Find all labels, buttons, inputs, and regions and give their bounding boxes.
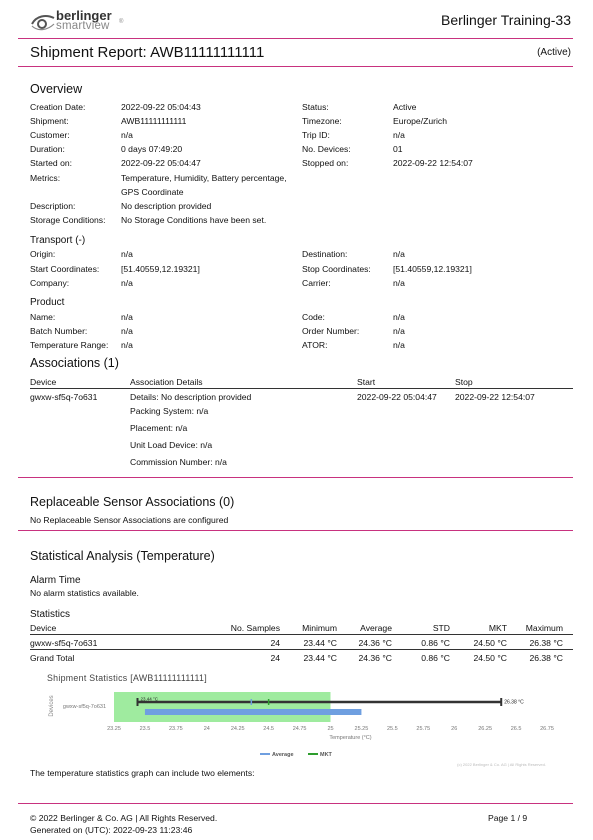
overview-value: 01 [393,144,403,154]
account-name: Berlinger Training-33 [441,12,571,28]
overview-label: Stopped on: [302,158,349,168]
product-value: n/a [393,326,405,336]
stats-cell: 23.44 °C [303,653,337,663]
transport-label: Start Coordinates: [30,263,100,274]
transport-label: Origin: [30,249,56,259]
assoc-stop: 2022-09-22 12:54:07 [455,392,535,402]
statistics-note: The temperature statistics graph can include two elements: [30,768,255,778]
stats-col-header: No. Samples [230,623,280,633]
assoc-header-rule [30,388,573,389]
x-tick-label: 24.25 [230,726,245,732]
assoc-col-start: Start [357,377,376,387]
footer-copyright: © 2022 Berlinger & Co. AG | All Rights Reserved. [30,813,218,823]
x-tick-label: 26 [451,726,458,732]
x-axis-label: Temperature (°C) [329,735,372,741]
stats-cell: 24.50 °C [473,653,507,663]
overview-label: No. Devices: [302,144,351,154]
product-value: n/a [121,326,133,336]
associations-divider [18,477,573,478]
product-label: ATOR: [302,340,328,350]
overview-value: Active [393,102,417,112]
x-tick-label: 25.5 [386,726,398,732]
logo [30,6,150,36]
title-divider [18,66,573,67]
associations-heading: Associations (1) [30,356,119,370]
stats-cell: 24 [270,638,280,648]
overview-value: No description provided [121,201,212,211]
assoc-detail-line: Unit Load Device: n/a [130,440,213,450]
overview-value: 2022-09-22 12:54:07 [393,158,473,168]
product-value: n/a [393,340,405,350]
stats-header-rule [30,634,573,635]
assoc-col-device: Device [30,377,57,387]
x-tick-label: 26.75 [540,726,554,732]
transport-value: n/a [121,278,133,288]
overview-label: Started on: [30,158,73,168]
footer-divider [18,803,573,804]
footer-page: Page 1 / 9 [488,813,528,823]
transport-value: n/a [393,249,405,259]
assoc-start: 2022-09-22 05:04:47 [357,392,437,402]
footer-generated: Generated on (UTC): 2022-09-23 11:23:46 [30,825,193,835]
product-value: n/a [121,312,133,322]
range-max-label: 26.38 °C [504,699,524,706]
chart-title: Shipment Statistics [AWB11111111111] [47,673,207,683]
assoc-detail-line: Packing System: n/a [130,406,209,416]
product-label: Code: [302,312,325,322]
product-heading: Product [30,297,65,308]
overview-value: Europe/Zurich [393,116,447,126]
stats-cell: 26.38 °C [529,638,563,648]
stats-cell: 26.38 °C [529,653,563,663]
alarm-heading: Alarm Time [30,575,81,586]
overview-label: Customer: [30,130,70,140]
overview-label: Metrics: [30,173,61,183]
transport-value: [51.40559,12.19321] [121,263,200,274]
overview-label: Storage Conditions: [30,215,106,225]
x-tick-label: 23.5 [139,726,151,732]
transport-label: Stop Coordinates: [302,263,371,274]
stats-row-rule [30,649,573,650]
report-title: Shipment Report: AWB11111111111 [30,44,265,61]
transport-heading: Transport (-) [30,235,86,246]
logo-swoosh-icon [30,12,56,32]
legend-mkt-label: MKT [320,752,332,758]
x-tick-label: 26.5 [510,726,522,732]
overview-value: n/a [393,130,405,140]
x-tick-label: 25 [327,726,334,732]
overview-heading: Overview [30,82,83,96]
stats-col-header: Minimum [302,623,337,633]
overview-value: Temperature, Humidity, Battery percentage, [121,173,287,183]
overview-value-line2: GPS Coordinate [121,187,184,197]
stats-col-header: Average [360,623,392,633]
overview-value: 2022-09-22 05:04:47 [121,158,201,168]
alarm-text: No alarm statistics available. [30,588,139,598]
stats-col-header: MKT [488,623,507,633]
overview-label: Duration: [30,144,65,154]
replaceable-heading: Replaceable Sensor Associations (0) [30,495,235,509]
assoc-col-stop: Stop [455,377,473,387]
overview-label: Creation Date: [30,102,86,112]
report-state: (Active) [537,47,571,58]
product-value: n/a [393,312,405,322]
stats-col-header: Device [30,623,57,633]
transport-value: n/a [121,249,133,259]
stats-cell: 24 [270,653,280,663]
product-label: Temperature Range: [30,340,109,350]
overview-label: Shipment: [30,116,69,126]
assoc-device: gwxw-sf5q-7o631 [30,392,98,402]
transport-value: [51.40559,12.19321] [393,263,472,274]
overview-value: n/a [121,130,133,140]
transport-label: Carrier: [302,278,331,288]
stats-cell: 24.50 °C [473,638,507,648]
stats-cell: 0.86 °C [421,653,450,663]
range-min-label: 23.44 °C [140,696,159,702]
stats-cell: 24.36 °C [358,653,392,663]
product-value: n/a [121,340,133,350]
assoc-detail-line: Details: No description provided [130,392,252,402]
logo-text: berlinger [56,8,112,23]
overview-label: Description: [30,201,76,211]
x-tick-label: 23.25 [107,726,121,732]
stats-col-header: STD [432,623,450,633]
x-tick-label: 24.5 [263,726,275,732]
header-divider [18,38,573,39]
assoc-detail-line: Commission Number: n/a [130,457,227,467]
y-axis-label: Devices [49,695,55,717]
overview-label: Trip ID: [302,130,330,140]
x-tick-label: 23.75 [168,726,183,732]
average-bar [145,709,362,715]
assoc-detail-line: Placement: n/a [130,423,188,433]
stats-cell: gwxw-sf5q-7o631 [30,638,98,648]
x-tick-label: 25.75 [416,726,431,732]
product-label: Batch Number: [30,326,88,336]
chart-copyright: (c) 2022 Berlinger & Co. AG | All Rights Reserved. [457,762,546,767]
overview-value: 2022-09-22 05:04:43 [121,102,201,112]
overview-value: 0 days 07:49:20 [121,144,183,154]
stats-cell: Grand Total [30,653,75,663]
product-label: Name: [30,312,56,322]
assoc-col-details: Association Details [130,377,203,387]
statistical-heading: Statistical Analysis (Temperature) [30,549,215,563]
replaceable-text: No Replaceable Sensor Associations are configured [30,515,229,525]
x-tick-label: 24.75 [292,726,307,732]
transport-label: Company: [30,278,70,288]
transport-value: n/a [393,278,405,288]
stats-col-header: Maximum [525,623,563,633]
overview-label: Timezone: [302,116,342,126]
stats-heading: Statistics [30,609,71,620]
stats-cell: 23.44 °C [303,638,337,648]
x-tick-label: 26.25 [478,726,493,732]
overview-value: No Storage Conditions have been set. [121,215,267,225]
category-label: gwxw-sf5q-7o631 [62,704,106,710]
replaceable-divider [18,530,573,531]
overview-label: Status: [302,102,329,112]
product-label: Order Number: [302,326,360,336]
stats-cell: 24.36 °C [358,638,392,648]
legend-average-label: Average [272,752,294,758]
x-tick-label: 25.25 [354,726,369,732]
stats-cell: 0.86 °C [421,638,450,648]
transport-label: Destination: [302,249,348,259]
overview-value: AWB11111111111 [121,116,187,126]
logo-registered-mark: ® [119,19,124,25]
logo-subtext: smartview [56,20,110,32]
x-tick-label: 24 [203,726,210,732]
